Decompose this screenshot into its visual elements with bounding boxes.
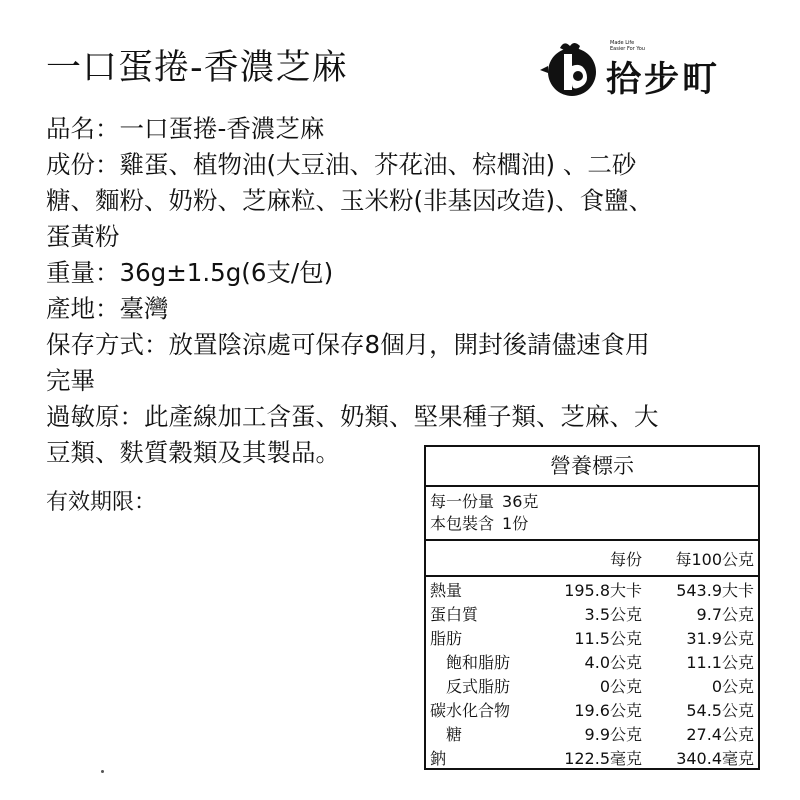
serving-size-label: 每一份量 [430, 492, 495, 511]
product-title: 一口蛋捲-香濃芝麻 [46, 48, 348, 88]
nutrient-per-100g: 27.4公克 [686, 725, 754, 744]
nutrient-row [426, 651, 758, 675]
brand-logo [538, 36, 748, 100]
serving-size [430, 491, 754, 513]
nutrient-row [426, 675, 758, 699]
nutrient-per-serving: 19.6公克 [574, 701, 642, 720]
nutrient-per-100g: 11.1公克 [686, 653, 754, 672]
info-line: 品名：一口蛋捲-香濃芝麻 [46, 114, 325, 143]
nutrient-per-100g: 543.9大卡 [676, 581, 754, 600]
info-line: 豆類、麩質穀類及其製品。 [46, 438, 340, 467]
nutrient-name: 碳水化合物 [430, 701, 511, 720]
info-line: 過敏原：此產線加工含蛋、奶類、堅果種子類、芝麻、大 [46, 402, 659, 431]
chicken-logo-icon [538, 36, 602, 100]
nutrient-per-100g: 340.4毫克 [676, 749, 754, 768]
brand-name: 拾步町 [606, 60, 721, 100]
servings-label: 本包裝含 [430, 514, 495, 533]
nutrient-per-100g: 31.9公克 [686, 629, 754, 648]
nutrient-per-serving: 11.5公克 [574, 629, 642, 648]
logo-tagline [610, 40, 645, 52]
nutrient-name: 反式脂肪 [446, 677, 511, 696]
nutrient-per-100g: 0公克 [711, 677, 754, 696]
logo-tagline-line1: Made Life [610, 40, 635, 46]
nutrition-facts-table [424, 445, 760, 770]
col-per-100g: 每100公克 [675, 550, 754, 569]
stray-dot [101, 770, 104, 773]
nutrient-row [426, 723, 758, 747]
info-line: 保存方式：放置陰涼處可保存8個月，開封後請儘速食用 [46, 330, 650, 359]
nutrient-per-serving: 4.0公克 [584, 653, 642, 672]
nutrient-row [426, 747, 758, 771]
nutrient-per-serving: 9.9公克 [584, 725, 642, 744]
col-per-serving: 每份 [609, 550, 642, 569]
nutrient-per-serving: 122.5毫克 [564, 749, 642, 768]
nutrition-title: 營養標示 [426, 447, 758, 487]
info-line: 重量：36g±1.5g(6支/包) [46, 258, 334, 287]
nutrient-per-100g: 54.5公克 [686, 701, 754, 720]
nutrient-per-serving: 3.5公克 [584, 605, 642, 624]
nutrient-rows [426, 577, 758, 771]
nutrient-name: 飽和脂肪 [446, 653, 511, 672]
nutrient-row [426, 627, 758, 651]
nutrient-row [426, 699, 758, 723]
nutrient-per-serving: 195.8大卡 [564, 581, 642, 600]
nutrient-per-100g: 9.7公克 [696, 605, 754, 624]
info-line: 糖、麵粉、奶粉、芝麻粒、玉米粉(非基因改造)、食鹽、 [46, 186, 654, 215]
info-line: 成份：雞蛋、植物油(大豆油、芥花油、棕櫚油) 、二砂 [46, 150, 637, 179]
column-headers [426, 541, 758, 577]
product-info [46, 111, 766, 471]
info-line: 產地：臺灣 [46, 294, 169, 323]
expiry-label: 有效期限： [46, 490, 157, 515]
serving-info [426, 487, 758, 541]
nutrient-name: 脂肪 [430, 629, 463, 648]
info-line: 蛋黃粉 [46, 222, 120, 251]
nutrient-name: 糖 [446, 725, 463, 744]
nutrient-name: 熱量 [430, 581, 463, 600]
nutrient-per-serving: 0公克 [599, 677, 642, 696]
nutrient-name: 蛋白質 [430, 605, 479, 624]
nutrient-row [426, 603, 758, 627]
servings-per-package [430, 513, 754, 535]
serving-size-value: 36克 [502, 492, 539, 511]
servings-value: 1份 [502, 514, 529, 533]
nutrient-row [426, 579, 758, 603]
info-line: 完畢 [46, 366, 95, 395]
logo-tagline-line2: Easier For You [610, 46, 645, 52]
nutrient-name: 鈉 [430, 749, 447, 768]
